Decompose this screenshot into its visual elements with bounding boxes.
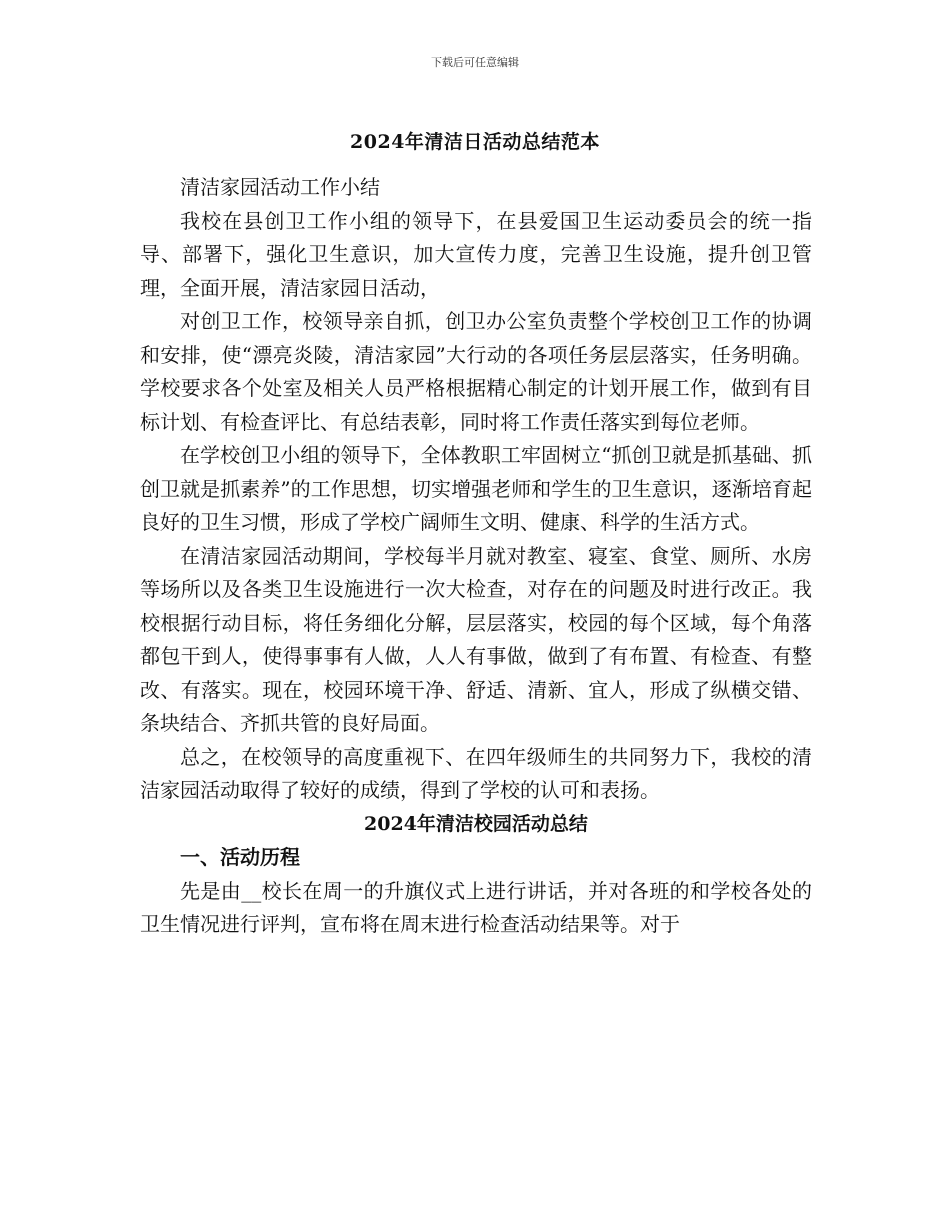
document-body [140, 171, 812, 942]
section-title: 2024年清洁校园活动总结 [364, 812, 588, 835]
paragraph-intro-heading: 清洁家园活动工作小结 [180, 175, 380, 199]
header-note: 下载后可任意编辑 [431, 56, 519, 69]
section-heading: 一、活动历程 [180, 845, 300, 869]
paragraph: 先是由__校长在周一的升旗仪式上进行讲话，并对各班的和学校各处的卫生情况进行评判，宣布将在周末进行检查活动结果等。对于 [140, 878, 812, 936]
paragraph: 在学校创卫小组的领导下，全体教职工牢固树立“抓创卫就是抓基础、抓创卫就是抓素养”的工作思想，切实增强老师和学生的卫生意识，逐渐培育起良好的卫生习惯，形成了学校广阔师生文明、健康、科学的生活方式。 [140, 443, 812, 534]
paragraph: 对创卫工作，校领导亲自抓，创卫办公室负责整个学校创卫工作的协调和安排，使“漂亮炎陵，清洁家园”大行动的各项任务层层落实，任务明确。学校要求各个处室及相关人员严格根据精心制定的计划开展工作，做到有目标计划、有检查评比、有总结表彰，同时将工作责任落实到每位老师。 [140, 309, 812, 434]
paragraph: 我校在县创卫工作小组的领导下，在县爱国卫生运动委员会的统一指导、部署下，强化卫生意识，加大宣传力度，完善卫生设施，提升创卫管理，全面开展，清洁家园日活动， [140, 208, 812, 300]
document-title: 2024年清洁日活动总结范本 [350, 131, 600, 153]
paragraph: 总之，在校领导的高度重视下、在四年级师生的共同努力下，我校的清洁家园活动取得了较好的成绩，得到了学校的认可和表扬。 [140, 744, 812, 802]
paragraph: 在清洁家园活动期间，学校每半月就对教室、寝室、食堂、厕所、水房等场所以及各类卫生设施进行一次大检查，对存在的问题及时进行改正。我校根据行动目标，将任务细化分解，层层落实，校园的每个区域，每个角落都包干到人，使得事事有人做，人人有事做，做到了有布置、有检查、有整改、有落实。现在，校园环境干净、舒适、清新、宜人，形成了纵横交错、条块结合、齐抓共管的良好局面。 [140, 543, 812, 735]
